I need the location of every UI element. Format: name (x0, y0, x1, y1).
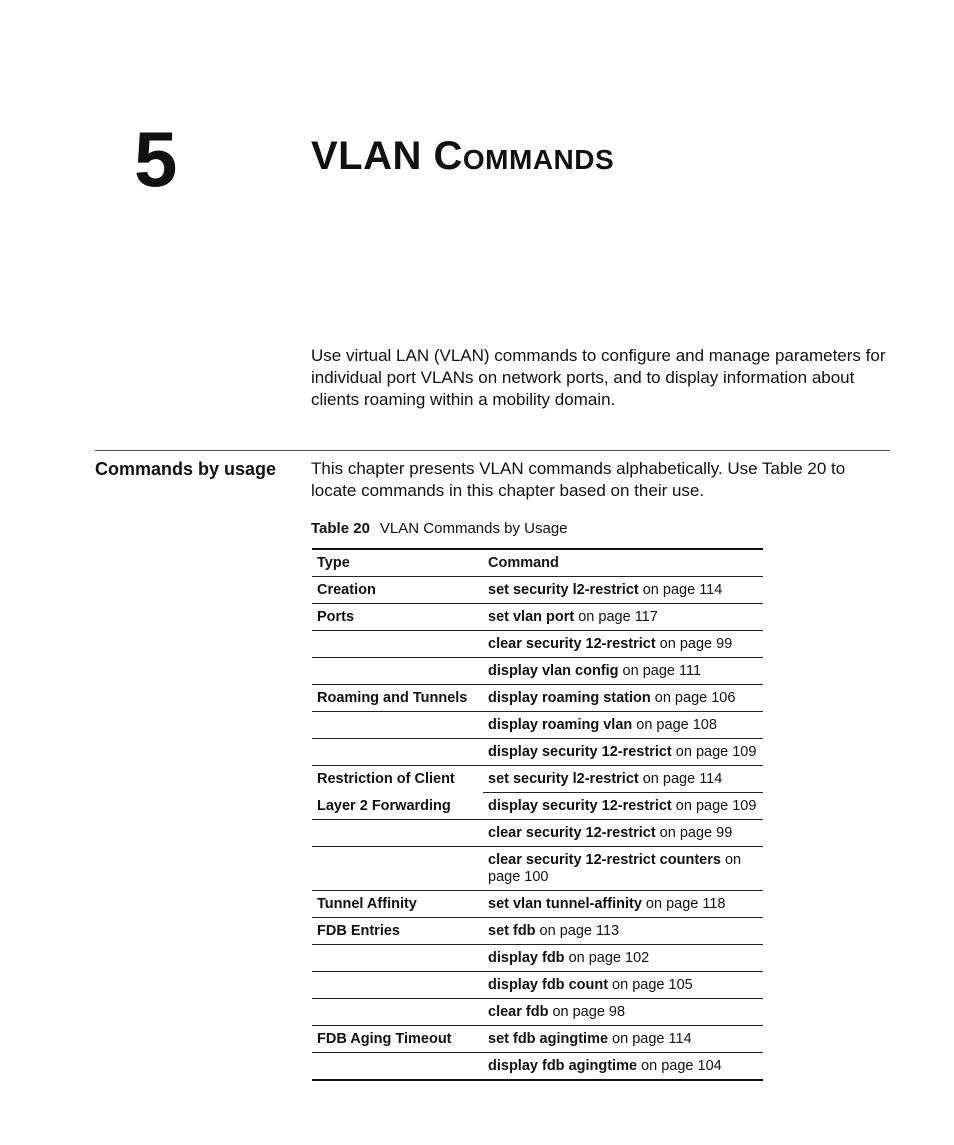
row-command-cell (483, 577, 763, 604)
row-type-cell (312, 945, 483, 972)
page-reference: on page 109 (671, 798, 757, 814)
section-paragraph: This chapter presents VLAN commands alphabetically. Use Table 20 to locate commands in this chapter based on their use. (311, 459, 846, 500)
table-row (312, 712, 763, 739)
table-row (312, 820, 763, 847)
intro-paragraph: Use virtual LAN (VLAN) commands to configure and manage parameters for individual port VLANs on network ports, and to display information about clients roaming within a mobility domain. (311, 346, 886, 409)
row-command-cell (483, 999, 763, 1026)
row-type-cell: Ports (312, 604, 483, 631)
chapter-title: VLAN Commands (311, 134, 615, 178)
row-type-cell (312, 739, 483, 766)
table-row (312, 972, 763, 999)
row-command-cell (483, 739, 763, 766)
command-name: display security 12-restrict (488, 798, 672, 814)
command-name: display roaming station (488, 690, 651, 706)
row-type-cell: Roaming and Tunnels (312, 685, 483, 712)
page-reference: on page 109 (671, 744, 757, 760)
page-reference: on page 104 (637, 1058, 722, 1074)
command-name: display roaming vlan (488, 717, 633, 733)
row-type-cell (312, 820, 483, 847)
table-row (312, 945, 763, 972)
row-type-cell: FDB Entries (312, 918, 483, 945)
column-header-command: Command (483, 549, 763, 577)
row-type-cell: Layer 2 Forwarding (317, 797, 451, 814)
section-heading: Commands by usage (95, 459, 277, 479)
page-reference: on page 106 (650, 690, 736, 706)
row-command-cell (483, 918, 763, 945)
command-name: clear fdb (488, 1004, 549, 1020)
table-row (312, 766, 763, 793)
row-command-cell (483, 847, 763, 891)
page-reference: on page 108 (632, 717, 717, 733)
command-name: set security l2-restrict (488, 582, 639, 598)
page-reference: on page 111 (618, 663, 702, 679)
commands-table (312, 548, 763, 1081)
table-caption-text: VLAN Commands by Usage (379, 520, 568, 537)
section-divider (95, 450, 890, 451)
row-command-cell (483, 658, 763, 685)
table-row (312, 1053, 763, 1081)
page-reference: on page 114 (638, 771, 723, 787)
row-command-cell (483, 1026, 763, 1053)
row-type-cell (312, 658, 483, 685)
page-reference: on page 114 (638, 582, 723, 598)
table-row (312, 658, 763, 685)
table-caption (311, 519, 568, 539)
page-reference: on page 98 (548, 1004, 626, 1020)
row-command-cell (483, 631, 763, 658)
page-reference: on page 100 (488, 852, 742, 885)
row-type-cell (312, 847, 483, 891)
page-reference: on page 114 (608, 1031, 692, 1047)
table-row (312, 739, 763, 766)
command-name: set security l2-restrict (488, 771, 639, 787)
chapter-number: 5 (134, 115, 178, 203)
row-type-cell: FDB Aging Timeout (312, 1026, 483, 1053)
row-command-cell (483, 820, 763, 847)
row-command-cell (483, 712, 763, 739)
table-row (312, 891, 763, 918)
row-type-cell: Creation (312, 577, 483, 604)
row-command-cell (483, 766, 763, 793)
table-header-row (312, 549, 763, 577)
command-name: set vlan tunnel-affinity (488, 896, 642, 912)
table-caption-label: Table 20 (311, 520, 370, 537)
row-type-cell (312, 1053, 483, 1081)
command-name: clear security 12-restrict (488, 636, 656, 652)
row-command-cell (483, 793, 763, 820)
row-type-cell (312, 972, 483, 999)
table-row (312, 577, 763, 604)
table-row (312, 918, 763, 945)
command-name: set vlan port (488, 609, 575, 625)
row-type-cell: Tunnel Affinity (312, 891, 483, 918)
row-command-cell (483, 685, 763, 712)
row-command-cell (483, 945, 763, 972)
command-name: display security 12-restrict (488, 744, 672, 760)
command-name: set fdb agingtime (488, 1031, 609, 1047)
table-row (312, 1026, 763, 1053)
command-name: display vlan config (488, 663, 619, 679)
command-name: display fdb agingtime (488, 1058, 638, 1074)
page-reference: on page 118 (641, 896, 726, 912)
table-row (312, 793, 763, 820)
page-reference: on page 99 (655, 636, 733, 652)
table-row (312, 999, 763, 1026)
command-name: display fdb (488, 950, 565, 966)
row-command-cell (483, 1053, 763, 1081)
table-row (312, 604, 763, 631)
column-header-type: Type (312, 549, 483, 577)
page-reference: on page 102 (564, 950, 650, 966)
row-type-cell (312, 631, 483, 658)
command-name: clear security 12-restrict (488, 825, 656, 841)
command-name: set fdb (488, 923, 536, 939)
page-reference: on page 113 (535, 923, 620, 939)
row-type-cell (312, 999, 483, 1026)
page-reference: on page 105 (608, 977, 693, 993)
page-reference: on page 99 (655, 825, 733, 841)
row-type-cell (312, 712, 483, 739)
table-row (312, 847, 763, 891)
row-type-cell: Restriction of Client (312, 766, 483, 793)
command-name: display fdb count (488, 977, 609, 993)
command-name: clear security 12-restrict counters (488, 852, 721, 868)
page-reference: on page 117 (574, 609, 658, 625)
row-command-cell (483, 891, 763, 918)
row-command-cell (483, 972, 763, 999)
table-row (312, 685, 763, 712)
table-row (312, 631, 763, 658)
row-command-cell (483, 604, 763, 631)
